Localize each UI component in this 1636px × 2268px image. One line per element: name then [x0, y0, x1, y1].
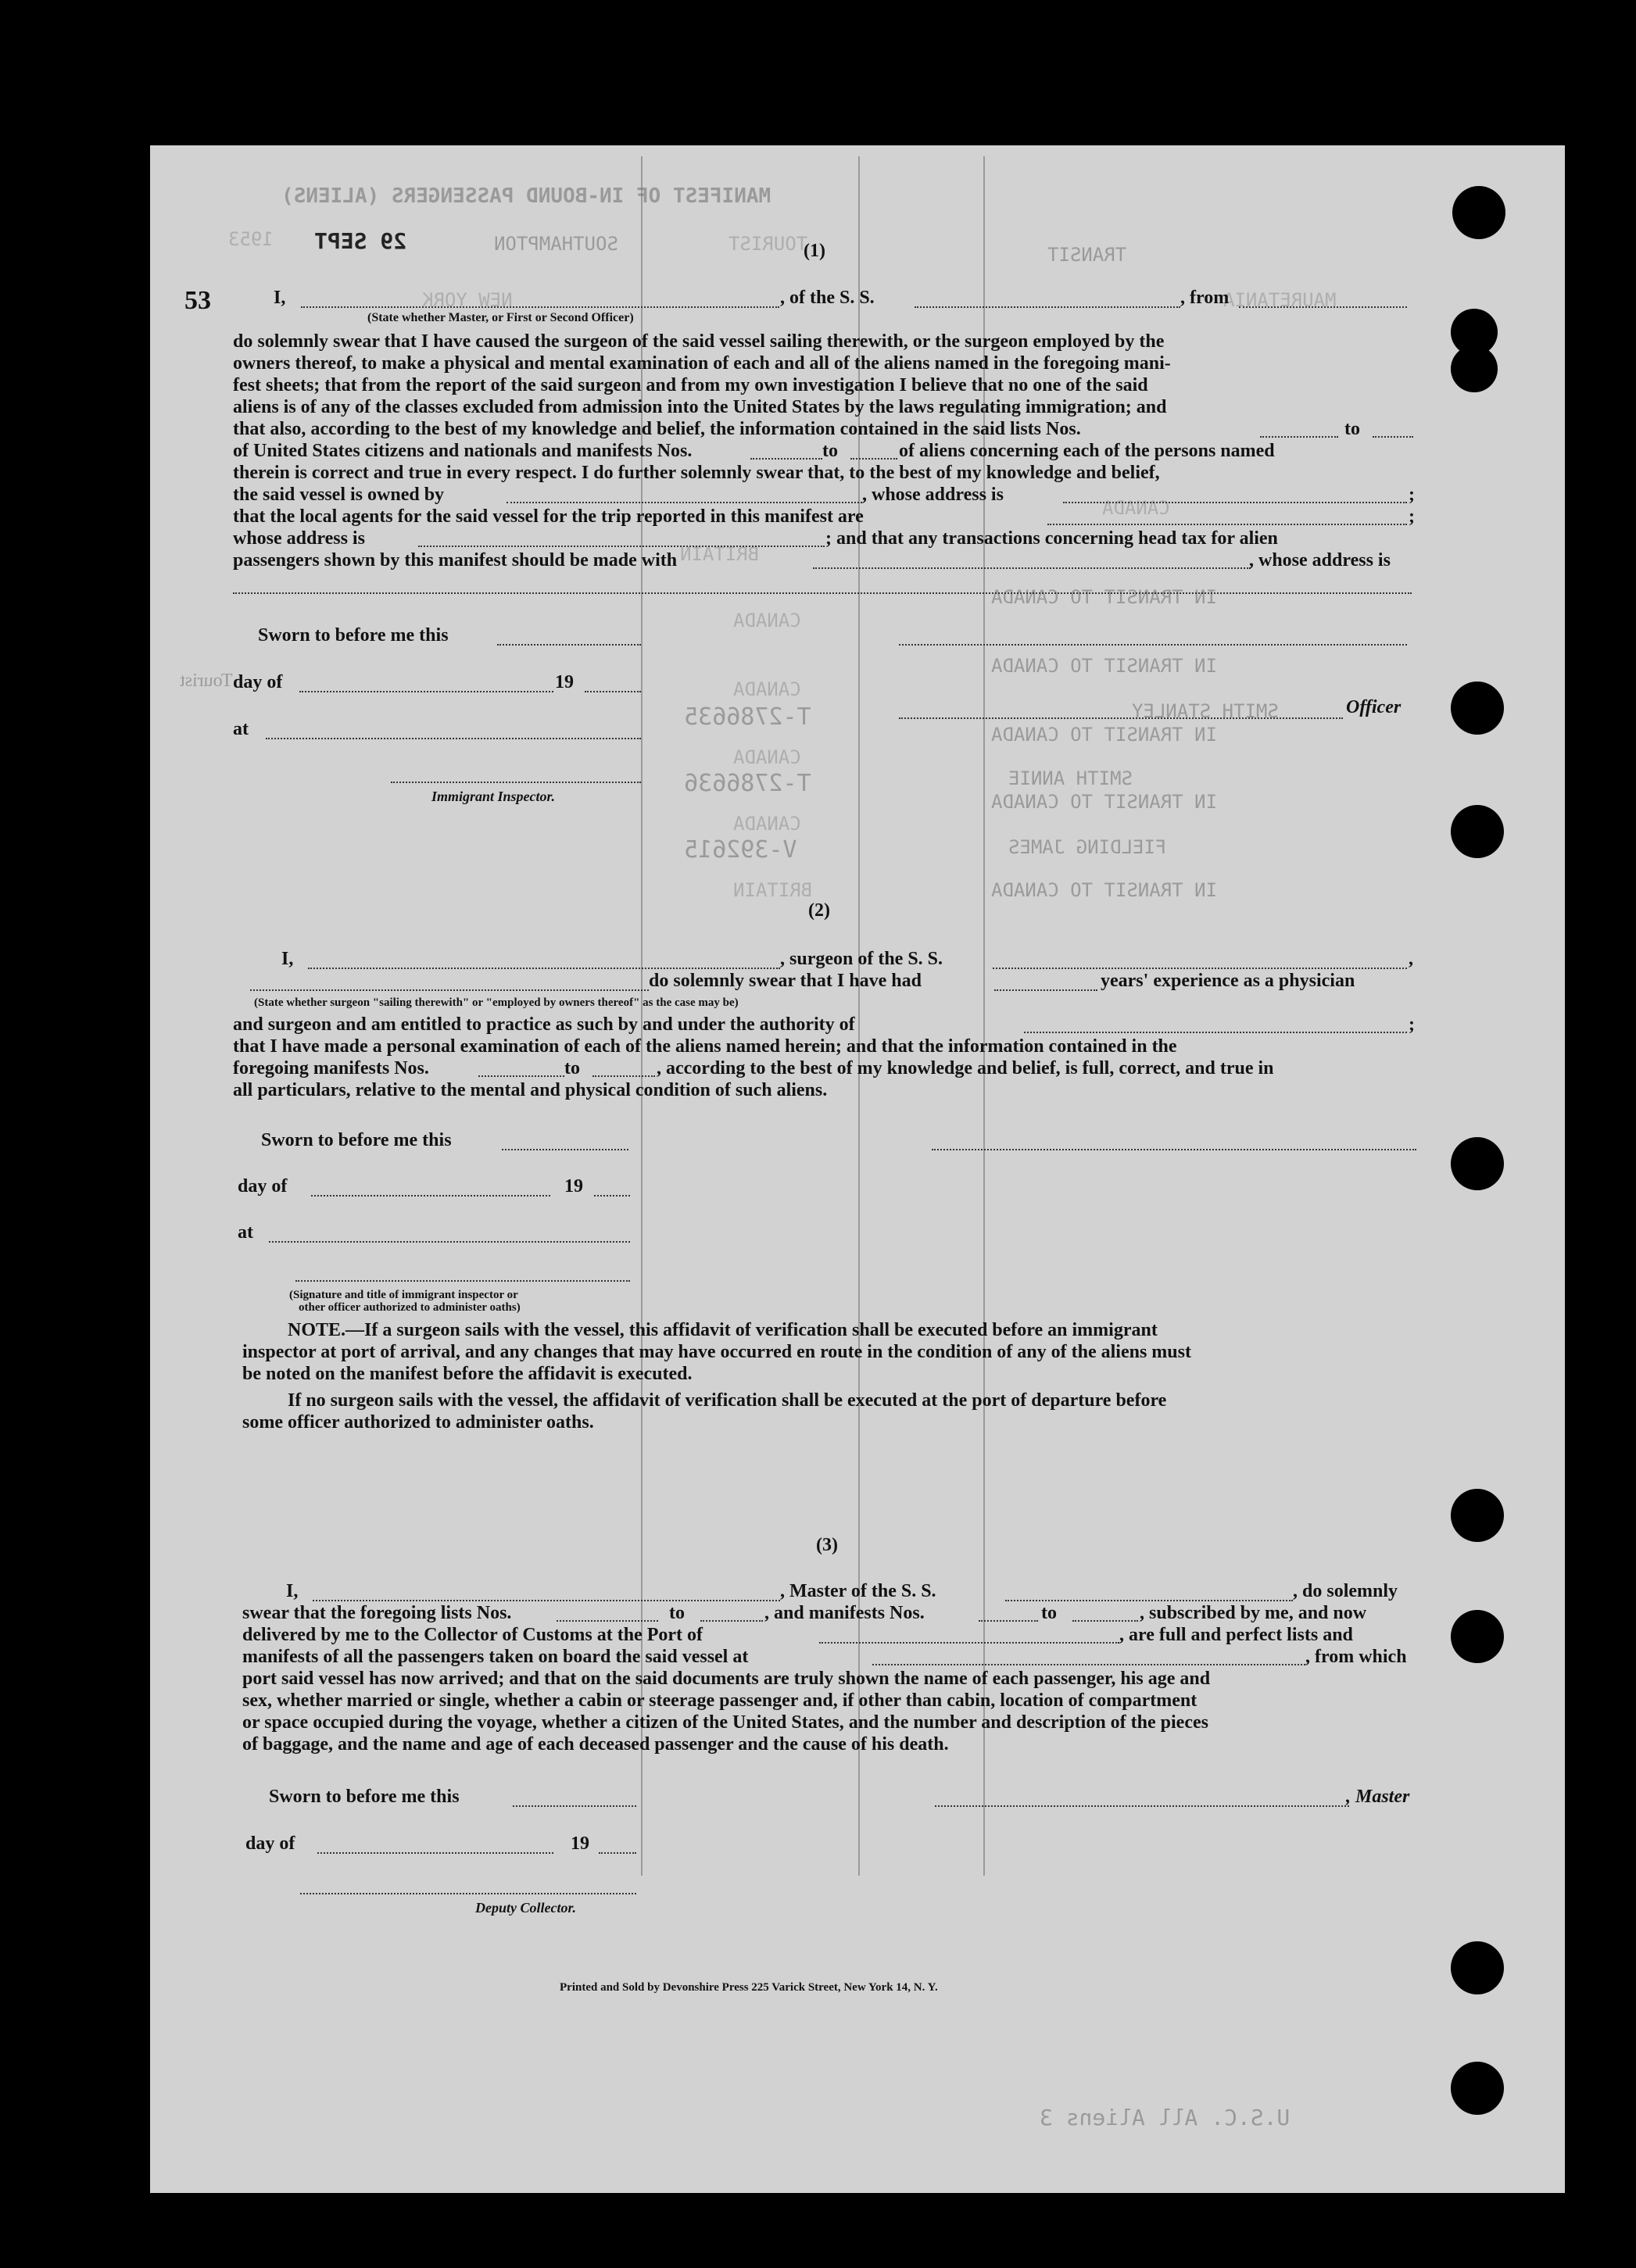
- s1-nineteen: 19: [555, 672, 574, 692]
- s1-at: at: [233, 719, 249, 739]
- s1-body: the said vessel is owned by: [233, 485, 445, 505]
- punch-hole: [1451, 1137, 1504, 1190]
- bleed-tourist-2: Tourist: [180, 671, 233, 691]
- bleed-canada: CANADA: [1102, 497, 1170, 519]
- s2-to: to: [564, 1058, 580, 1079]
- bleed-canada: CANADA: [733, 678, 801, 700]
- s1-i: I,: [274, 288, 286, 308]
- s1-to: to: [1344, 419, 1360, 439]
- s3-body: sex, whether married or single, whether a cabin or steerage passenger and, if other than cabin, location of compartment: [242, 1690, 1197, 1711]
- section-2-heading: (2): [808, 900, 830, 921]
- s3-deputy-line: [300, 1893, 636, 1894]
- s3-port-line: [819, 1642, 1119, 1644]
- s2-sig-note: other officer authorized to administer oaths): [299, 1301, 521, 1314]
- bleed-date: 29 SEPT: [314, 228, 407, 254]
- bleed-header: MANIFEST OF IN-BOUND PASSENGERS (ALIENS): [281, 184, 771, 208]
- s3-list-to-line: [700, 1620, 763, 1622]
- note-line: some officer authorized to administer oaths.: [242, 1412, 594, 1433]
- note-text: —If a surgeon sails with the vessel, this affidavit of verification shall be executed before an immigrant: [345, 1320, 1158, 1340]
- section-1-heading: (1): [804, 241, 825, 261]
- s3-subscribed: , subscribed by me, and now: [1140, 1603, 1367, 1623]
- punch-hole: [1451, 1941, 1504, 1994]
- s2-body: all particulars, relative to the mental and physical condition of such aliens.: [233, 1080, 828, 1100]
- s1-body: of United States citizens and nationals and manifests Nos.: [233, 441, 693, 461]
- s3-list-from-line: [557, 1620, 658, 1622]
- bleed-row: FIELDING JAMES: [1008, 836, 1167, 858]
- s3-year-line: [599, 1852, 636, 1854]
- page-number: 53: [184, 286, 211, 315]
- bleed-canada: CANADA: [733, 813, 801, 835]
- s2-surgeon-of: , surgeon of the S. S.: [780, 949, 943, 969]
- s2-manifest-from-line: [478, 1075, 564, 1077]
- note-line: inspector at port of arrival, and any changes that may have occurred en route in the condition of any of the aliens must: [242, 1342, 1191, 1362]
- s3-do-solemnly: , do solemnly: [1293, 1581, 1398, 1601]
- s2-year-line: [594, 1195, 630, 1197]
- s3-master-label: , Master: [1346, 1787, 1410, 1807]
- bleed-row: SMITH STANLEY: [1132, 700, 1279, 722]
- s1-day: day of: [233, 672, 283, 692]
- s2-sworn: Sworn to before me this: [261, 1130, 452, 1150]
- s2-experience: do solemnly swear that I have had: [649, 971, 922, 991]
- bleed-row: IN TRANSIT TO CANADA: [991, 791, 1217, 813]
- punch-hole: [1451, 1489, 1504, 1542]
- s1-owner-line: [507, 502, 862, 503]
- s1-of-ss: , of the S. S.: [780, 288, 875, 308]
- s2-inspector-line: [295, 1280, 630, 1282]
- s1-officer-label: Officer: [1346, 697, 1402, 717]
- bleed-mauretania: MAURETANIA: [1223, 289, 1337, 311]
- s2-signature-line: [932, 1149, 1416, 1150]
- printer-imprint: Printed and Sold by Devonshire Press 225 Varick Street, New York 14, N. Y.: [560, 1981, 938, 1994]
- s3-day: day of: [245, 1833, 295, 1854]
- s1-body: fest sheets; that from the report of the said surgeon and from my own investigation I believe that no one of the said: [233, 375, 1148, 395]
- s1-to: to: [822, 441, 838, 461]
- s2-nineteen: 19: [564, 1176, 583, 1197]
- s3-nineteen: 19: [571, 1833, 589, 1854]
- s2-day-line: [311, 1195, 550, 1197]
- s1-inspector-line: [391, 782, 641, 783]
- s1-sworn: Sworn to before me this: [258, 625, 449, 646]
- s3-day-line: [317, 1852, 553, 1854]
- bleed-number: V-392615: [684, 836, 797, 864]
- s3-manifest-from-line: [979, 1620, 1038, 1622]
- s2-day: day of: [238, 1176, 288, 1197]
- s2-authority-line: [1024, 1032, 1407, 1033]
- s2-sworn-line: [502, 1149, 628, 1150]
- bleed-canada: CANADA: [733, 746, 801, 768]
- s1-whose-address: , whose address is: [862, 485, 1004, 505]
- s1-aliens: of aliens concerning each of the persons named: [899, 441, 1275, 461]
- s1-list-from-line: [1260, 436, 1338, 438]
- s1-year-line: [585, 691, 641, 692]
- s3-passengers: manifests of all the passengers taken on board the said vessel at: [242, 1647, 749, 1667]
- note-label: NOTE.: [288, 1320, 346, 1340]
- s2-at: at: [238, 1222, 253, 1243]
- s1-body: aliens is of any of the classes excluded from admission into the United States by the laws regulating immigration; and: [233, 397, 1167, 417]
- bleed-canada: CANADA: [733, 610, 801, 631]
- s1-whose-address-is: , whose address is: [1249, 550, 1391, 571]
- note-line: If no surgeon sails with the vessel, the affidavit of verification shall be executed at the port of departure before: [288, 1390, 1167, 1411]
- bleed-number: T-2786636: [684, 770, 811, 797]
- bleed-britain: BRITAIN: [680, 543, 760, 565]
- s2-at-line: [269, 1241, 630, 1243]
- s3-body: or space occupied during the voyage, whether a citizen of the United States, and the number and description of the pieces: [242, 1712, 1208, 1733]
- s3-manifest-to-line: [1072, 1620, 1138, 1622]
- s3-i: I,: [286, 1581, 299, 1601]
- bleed-year: 1953: [228, 228, 274, 250]
- s3-manifests: , and manifests Nos.: [764, 1603, 925, 1623]
- s1-head-tax: ; and that any transactions concerning head tax for alien: [825, 528, 1278, 549]
- s2-authority: and surgeon and am entitled to practice as such by and under the authority of: [233, 1014, 855, 1035]
- s1-head-tax-line: [813, 567, 1251, 569]
- s1-address-line: [233, 592, 1412, 594]
- bleed-row: IN TRANSIT TO CANADA: [991, 655, 1217, 677]
- s1-body: that the local agents for the said vessel for the trip reported in this manifest are: [233, 506, 864, 527]
- punch-hole: [1451, 1610, 1504, 1663]
- s3-body: port said vessel has now arrived; and that on the said documents are truly shown the name of each passenger, his age and: [242, 1669, 1211, 1689]
- s3-full-lists: , are full and perfect lists and: [1119, 1625, 1353, 1645]
- s3-deputy-label: Deputy Collector.: [475, 1900, 576, 1916]
- s3-from-which: , from which: [1305, 1647, 1407, 1667]
- bleed-row: IN TRANSIT TO CANADA: [991, 724, 1217, 746]
- note-line: [288, 1318, 1158, 1342]
- s1-body: do solemnly swear that I have caused the surgeon of the said vessel sailing therewith, or the surgeon employed by the: [233, 331, 1165, 352]
- s1-semicolon: ;: [1409, 506, 1415, 527]
- s1-owner-address-line: [1063, 502, 1407, 503]
- s1-from-line: [1239, 306, 1407, 308]
- s3-master-sig-line: [935, 1805, 1349, 1807]
- bleed-transit: TRANSIT: [1047, 244, 1127, 266]
- s1-body: therein is correct and true in every respect. I do further solemnly swear that, to the best of my knowledge and belief,: [233, 463, 1160, 483]
- s1-manifest-to-line: [850, 458, 897, 460]
- s2-according: , according to the best of my knowledge and belief, is full, correct, and true in: [657, 1058, 1274, 1079]
- s1-body: passengers shown by this manifest should be made with: [233, 550, 678, 571]
- punch-hole: [1452, 186, 1505, 239]
- s2-sig-note: (Signature and title of immigrant inspector or: [289, 1289, 518, 1301]
- s3-sworn-line: [513, 1805, 636, 1807]
- s3-master-of: , Master of the S. S.: [780, 1581, 936, 1601]
- s1-semicolon: ;: [1409, 485, 1415, 505]
- bleed-britain: BRITAIN: [733, 879, 813, 901]
- s2-manifests: foregoing manifests Nos.: [233, 1058, 429, 1079]
- s1-agents-line: [1047, 524, 1407, 525]
- s3-body: of baggage, and the name and age of each deceased passenger and the cause of his death.: [242, 1734, 949, 1755]
- s2-manifest-to-line: [592, 1075, 655, 1077]
- punch-hole: [1451, 681, 1504, 735]
- s3-collector: delivered by me to the Collector of Customs at the Port of: [242, 1625, 703, 1645]
- s3-lists: swear that the foregoing lists Nos.: [242, 1603, 512, 1623]
- bleed-row: SMITH ANNIE: [1008, 767, 1133, 789]
- s1-inspector-label: Immigrant Inspector.: [431, 789, 556, 804]
- s3-to: to: [1041, 1603, 1057, 1623]
- s2-comma: ,: [1409, 949, 1413, 969]
- s2-years: years' experience as a physician: [1101, 971, 1355, 991]
- section-3-heading: (3): [816, 1535, 838, 1555]
- s1-body: owners thereof, to make a physical and mental examination of each and all of the aliens named in the foregoing mani-: [233, 353, 1171, 374]
- s1-officer-note: (State whether Master, or First or Second Officer): [367, 311, 634, 324]
- punch-hole: [1451, 345, 1498, 392]
- s1-sig-line-1: [899, 644, 1407, 646]
- s1-manifest-from-line: [750, 458, 822, 460]
- s1-body: whose address is: [233, 528, 365, 549]
- s3-departure-line: [872, 1664, 1305, 1665]
- s1-from: , from: [1180, 288, 1230, 308]
- s2-semicolon: ;: [1409, 1014, 1415, 1035]
- s1-list-to-line: [1373, 436, 1413, 438]
- note-line: be noted on the manifest before the affidavit is executed.: [242, 1364, 693, 1384]
- bleed-row: IN TRANSIT TO CANADA: [991, 586, 1217, 608]
- s1-ship-line: [915, 306, 1180, 308]
- s1-body: that also, according to the best of my knowledge and belief, the information contained in the said lists Nos.: [233, 419, 1081, 439]
- s2-surgeon-note: (State whether surgeon "sailing therewith" or "employed by owners thereof" as the case may be): [254, 996, 739, 1009]
- s2-i: I,: [281, 949, 294, 969]
- bleed-number: T-2786635: [684, 703, 811, 731]
- s3-sworn: Sworn to before me this: [269, 1787, 460, 1807]
- s1-officer-line: [899, 717, 1343, 719]
- bleed-tourist: TOURIST: [729, 233, 808, 255]
- bleed-new-york: NEW YORK: [422, 289, 513, 311]
- s1-agents-address-line: [418, 546, 825, 547]
- bleed-southampton: SOUTHAMPTON: [494, 233, 618, 255]
- s2-body: that I have made a personal examination of each of the aliens named herein; and that the information contained in the: [233, 1036, 1177, 1057]
- s3-to: to: [669, 1603, 685, 1623]
- s2-years-line: [994, 989, 1097, 991]
- bleed-back-label: U.S.C. All Aliens 3: [1040, 2105, 1291, 2130]
- s1-day-line: [299, 691, 553, 692]
- s1-sworn-line: [497, 644, 641, 646]
- punch-hole: [1451, 805, 1504, 858]
- s1-at-line: [266, 738, 641, 739]
- punch-hole: [1451, 2062, 1504, 2115]
- bleed-row: IN TRANSIT TO CANADA: [991, 879, 1217, 901]
